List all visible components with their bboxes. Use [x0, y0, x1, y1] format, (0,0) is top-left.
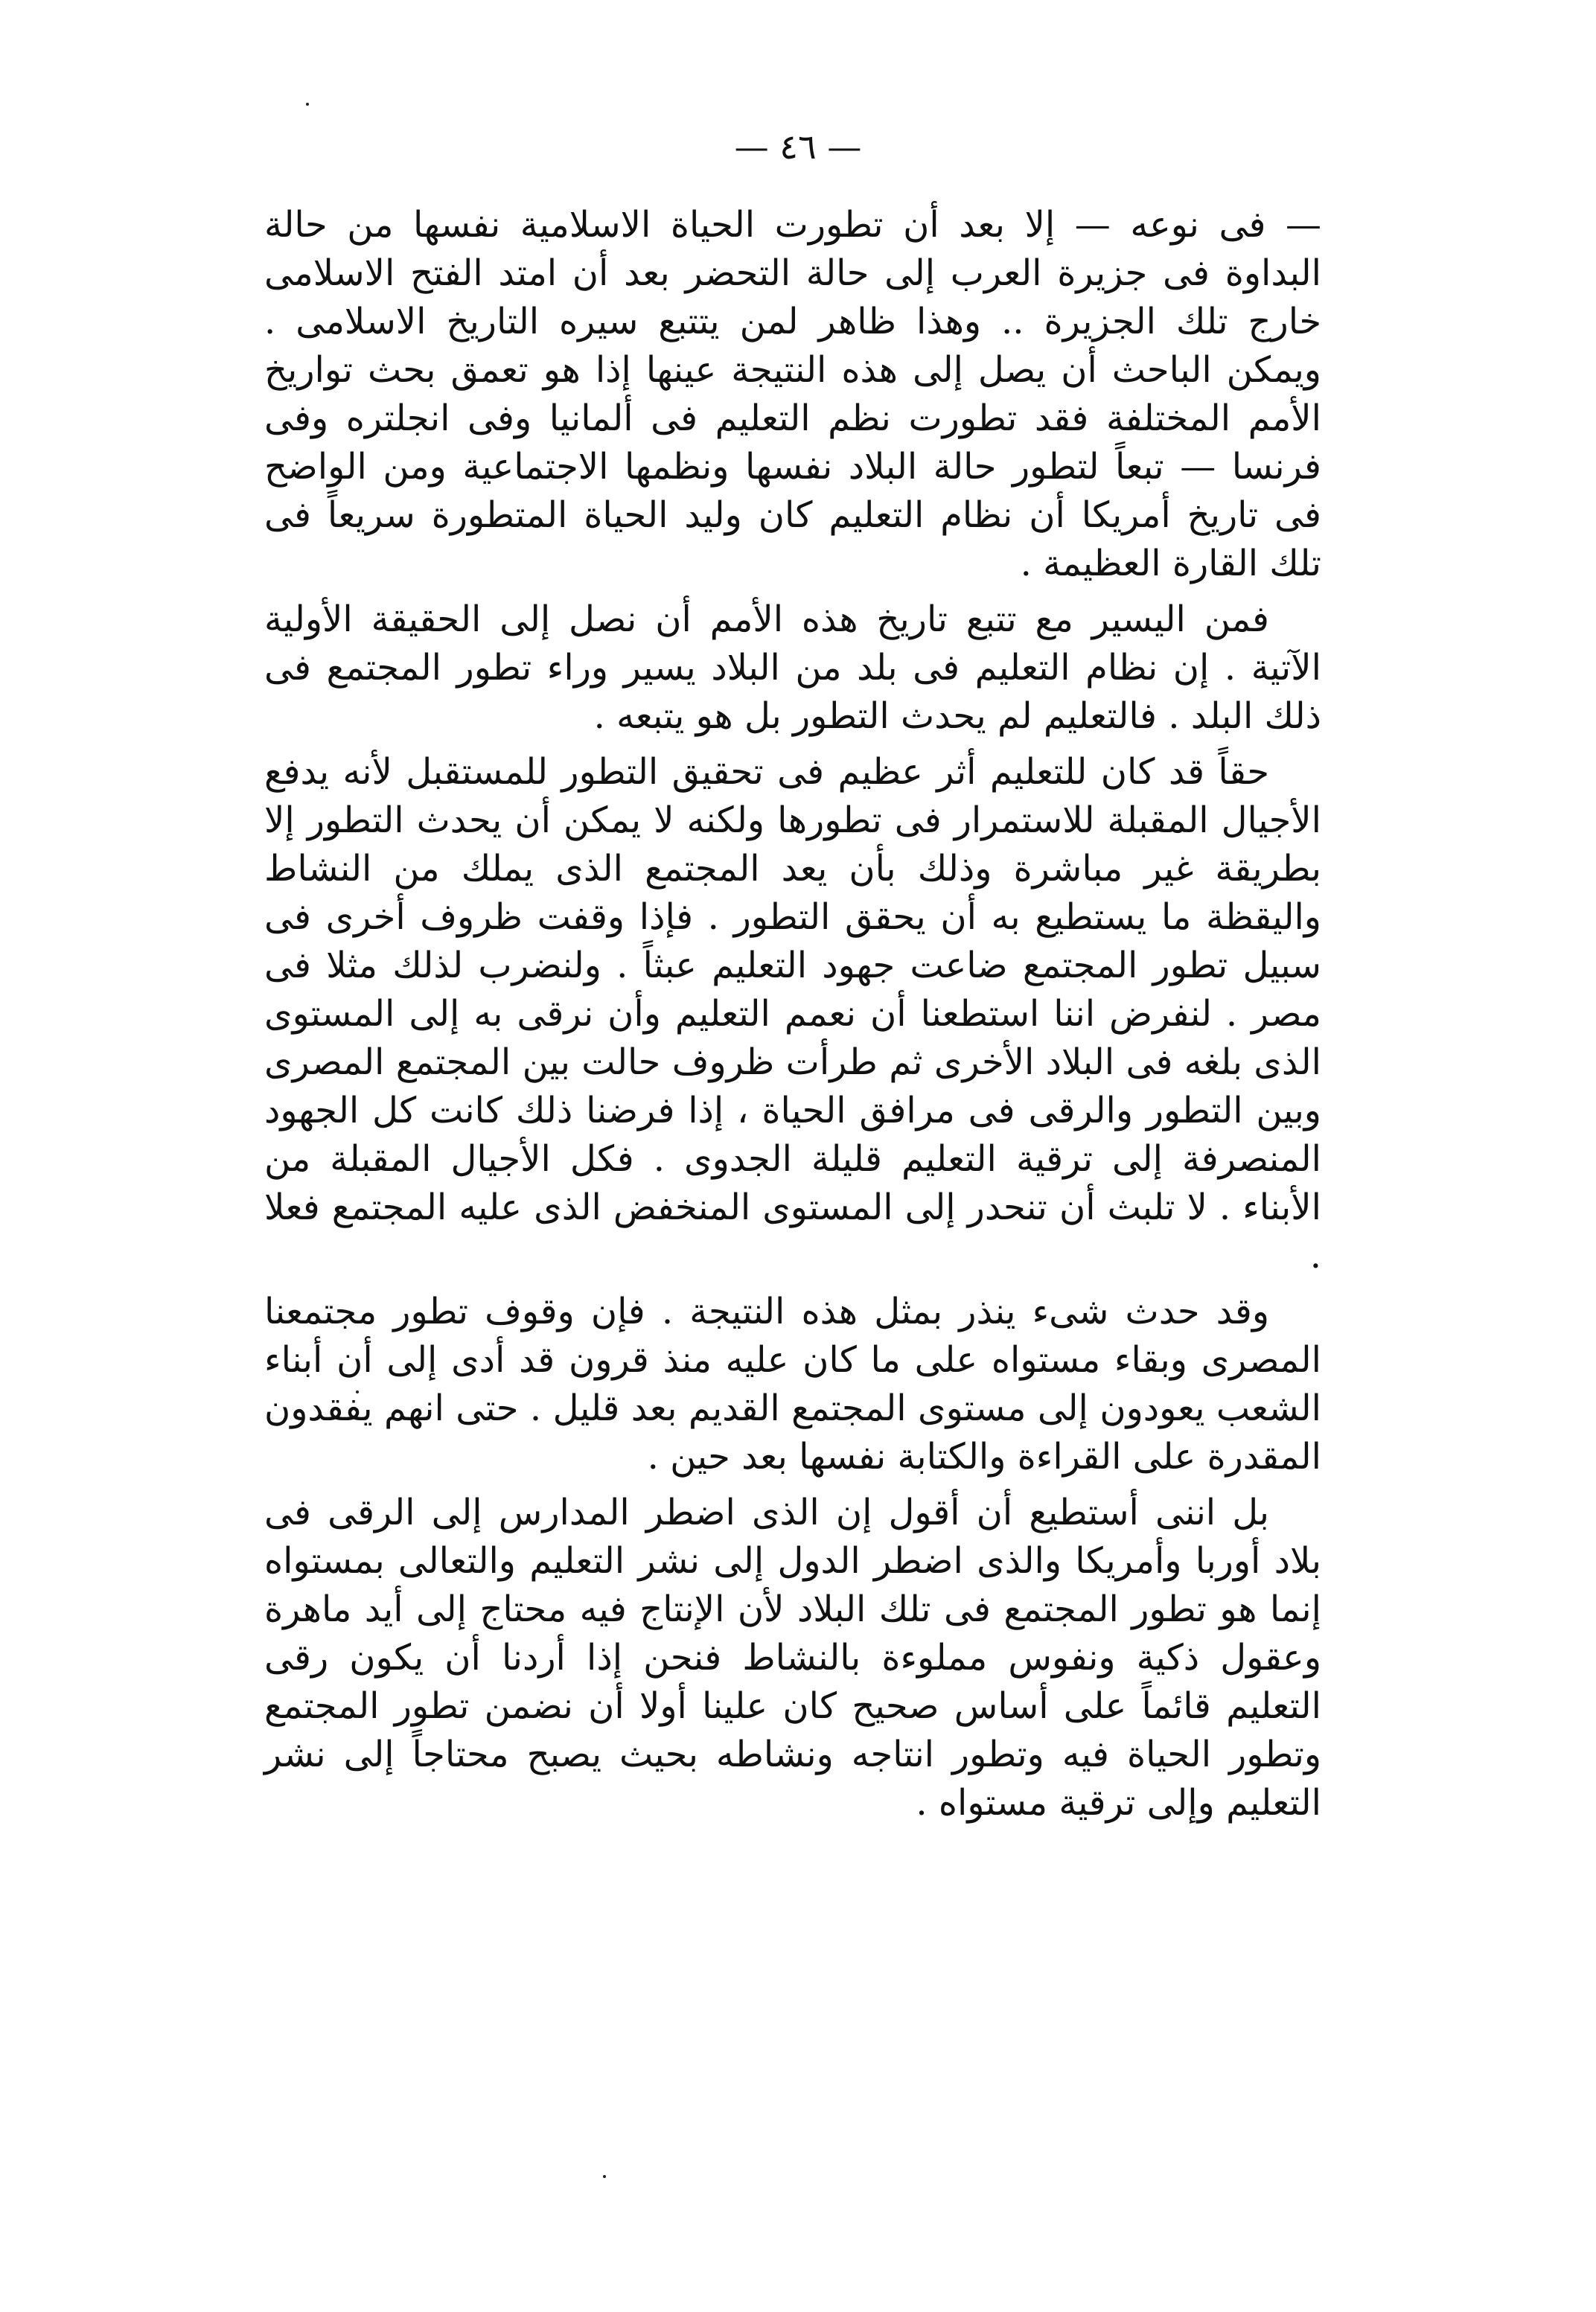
body-text: [264, 201, 1321, 1827]
scan-speck: [603, 2175, 606, 2178]
paragraph-1: — فى نوعه — إلا بعد أن تطورت الحياة الاسلامية نفسها من حالة البداوة فى جزيرة العرب إلى حالة التحضر بعد أن امتد الفتح الاسلامى خارج تلك الجزيرة .. وهذا ظاهر لمن يتتبع سيره التاريخ الاسلامى . ويمكن الباحث أن يصل إلى هذه النتيجة عينها إذا هو تعمق بحث تواريخ الأمم المختلفة فقد تطورت نظم التعليم فى ألمانيا وفى انجلتره وفى فرنسا — تبعاً لتطور حالة البلاد نفسها ونظمها الاجتماعية ومن الواضح فى تاريخ أمريكا أن نظام التعليم كان وليد الحياة المتطورة سريعاً فى تلك القارة العظيمة .: [264, 204, 1322, 584]
paragraph-2: فمن اليسير مع تتبع تاريخ هذه الأمم أن نصل إلى الحقيقة الأولية الآتية . إن نظام التعليم فى بلد من البلاد يسير وراء تطور المجتمع فى ذلك البلد . فالتعليم لم يحدث التطور بل هو يتبعه .: [264, 598, 1321, 737]
paragraph-3: حقاً قد كان للتعليم أثر عظيم فى تحقيق التطور للمستقبل لأنه يدفع الأجيال المقبلة للاستمرار فى تطورها ولكنه لا يمكن أن يحدث التطور إلا بطريقة غير مباشرة وذلك بأن يعد المجتمع الذى يملك من النشاط واليقظة ما يستطيع به أن يحقق التطور . فإذا وقفت ظروف أخرى فى سبيل تطور المجتمع ضاعت جهود التعليم عبثاً . ولنضرب لذلك مثلا فى مصر . لنفرض اننا استطعنا أن نعمم التعليم وأن نرقى به إلى المستوى الذى بلغه فى البلاد الأخرى ثم طرأت ظروف حالت بين المجتمع المصرى وبين التطور والرقى فى مرافق الحياة ، إذا فرضنا ذلك كانت كل الجهود المنصرفة إلى ترقية التعليم قليلة الجدوى . فكل الأجيال المقبلة من الأبناء . لا تلبث أن تنحدر إلى المستوى المنخفض الذى عليه المجتمع فعلا .: [264, 751, 1322, 1277]
scan-speck: [306, 103, 309, 106]
page-number: — ٤٦ —: [734, 127, 862, 167]
paragraph-5: بل اننى أستطيع أن أقول إن الذى اضطر المدارس إلى الرقى فى بلاد أوربا وأمريكا والذى اضطر الدول إلى نشر التعليم والتعالى بمستواه إنما هو تطور المجتمع فى تلك البلاد لأن الإنتاج فيه محتاج إلى أيد ماهرة وعقول ذكية ونفوس مملوءة بالنشاط فنحن إذا أردنا أن يكون رقى التعليم قائماً على أساس صحيح كان علينا أولا أن نضمن تطور المجتمع وتطور الحياة فيه وتطور انتاجه ونشاطه بحيث يصبح محتاجاً إلى نشر التعليم وإلى ترقية مستواه .: [264, 1492, 1322, 1824]
paragraph-4: وقد حدث شىء ينذر بمثل هذه النتيجة . فإن وقوف تطور مجتمعنا المصرى وبقاء مستواه على ما كان عليه منذ قرون قد أدى إلى أن أبناء الشعب يعودون إلى مستوى المجتمع القديم بعد قليل . حتى انهم يفقدون المقدرة على القراءة والكتابة نفسها بعد حين .: [264, 1291, 1321, 1478]
